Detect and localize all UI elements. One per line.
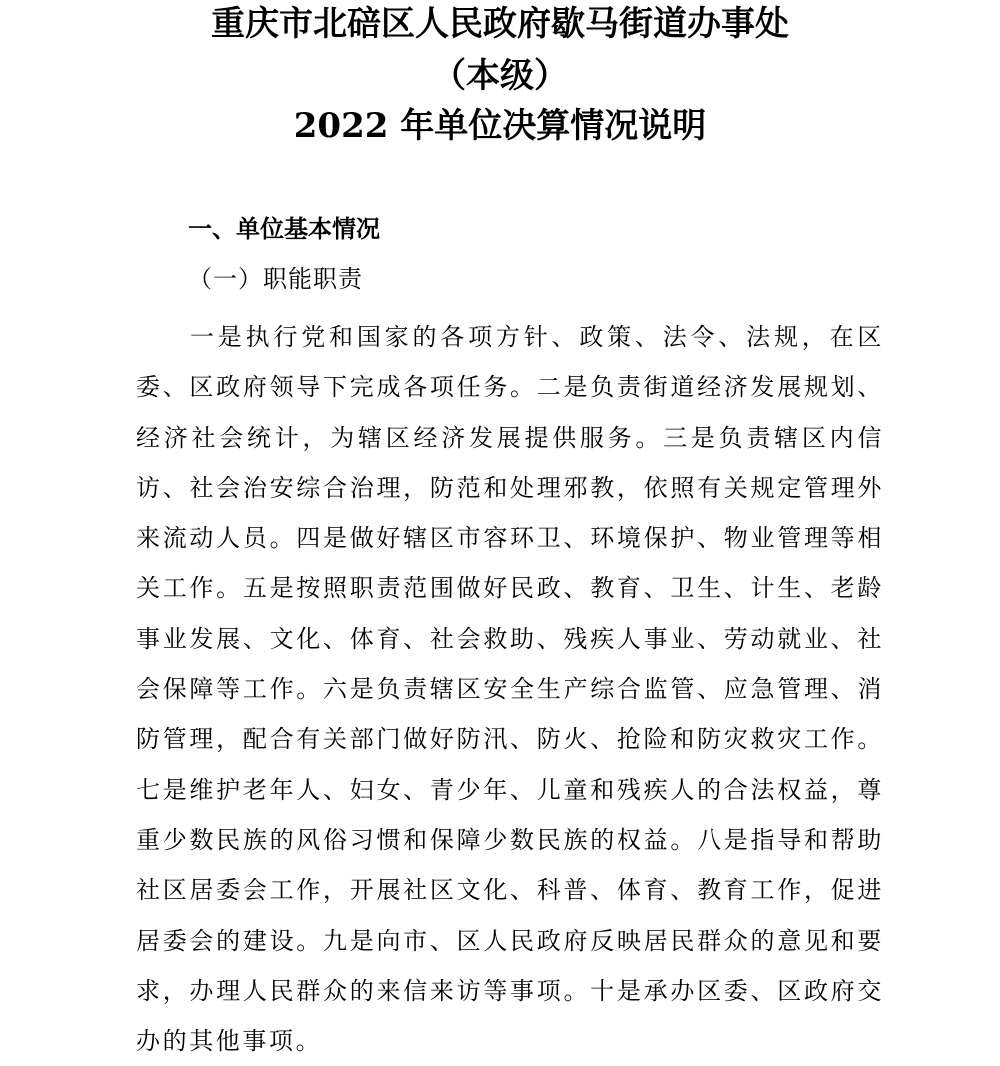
- document-title-line-2: （本级）: [432, 56, 568, 96]
- subsection-heading-functions: （一）职能职责: [188, 265, 363, 293]
- functions-paragraph: 一是执行党和国家的各项方针、政策、法令、法规，在区委、区政府领导下完成各项任务。二是负责街道经济发展规划、经济社会统计，为辖区经济发展提供服务。三是负责辖区内信访、社会治安综合治理，防范和处理邪教，依照有关规定管理外来流动人员。四是做好辖区市容环卫、环境保护、物业管理等相关工作。五是按照职责范围做好民政、教育、卫生、计生、老龄事业发展、文化、体育、社会救助、残疾人事业、劳动就业、社会保障等工作。六是负责辖区安全生产综合监管、应急管理、消防管理，配合有关部门做好防汛、防火、抢险和防灾救灾工作。七是维护老年人、妇女、青少年、儿童和残疾人的合法权益，尊重少数民族的风俗习惯和保障少数民族的权益。八是指导和帮助社区居委会工作，开展社区文化、科普、体育、教育工作，促进居委会的建设。九是向市、区人民政府反映居民群众的意见和要求，办理人民群众的来信来访等事项。十是承办区委、区政府交办的其他事项。: [136, 323, 884, 1056]
- document-title-line-1: 重庆市北碚区人民政府歇马街道办事处: [211, 4, 789, 44]
- document-title-line-3: 2022 年单位决算情况说明: [293, 106, 707, 146]
- section-heading-basic-info: 一、单位基本情况: [188, 215, 380, 243]
